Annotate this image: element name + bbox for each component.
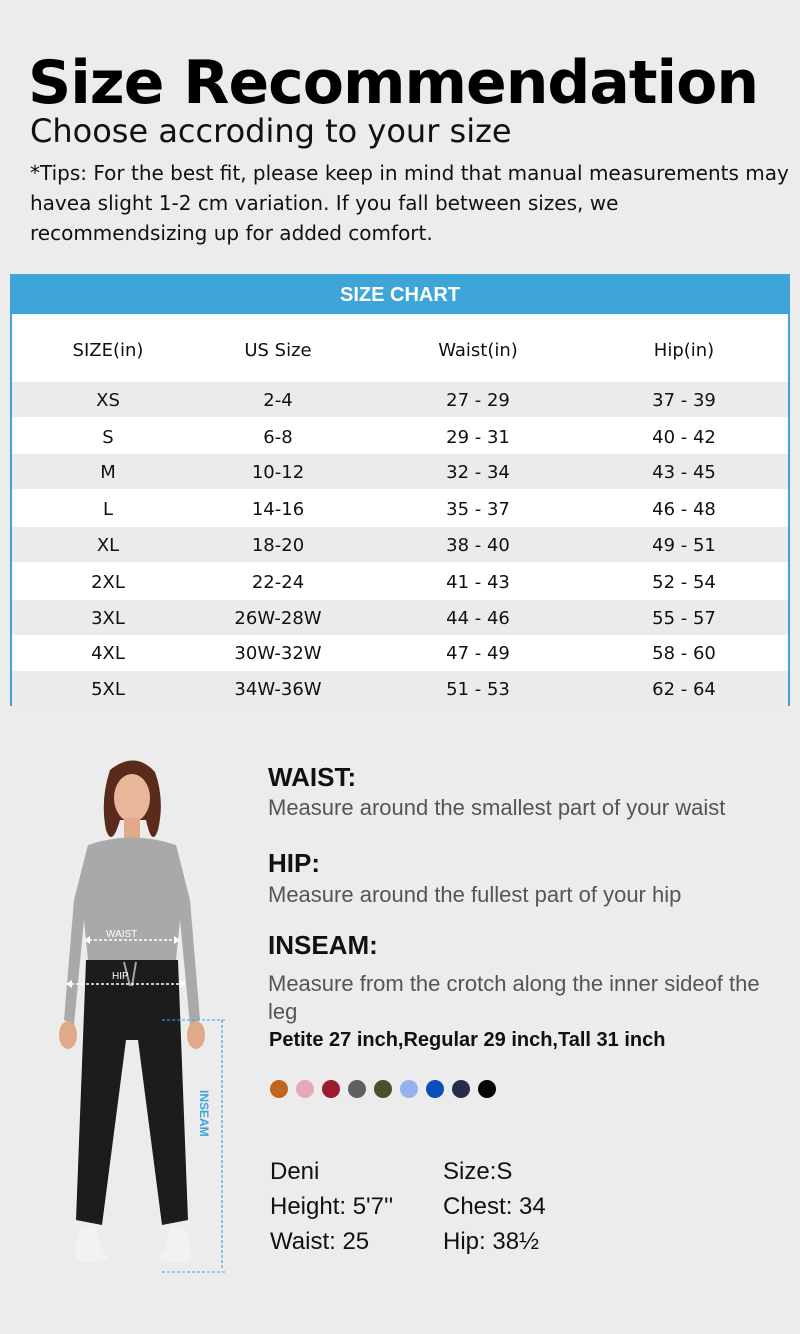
model-name: Deni — [270, 1158, 320, 1185]
table-row — [12, 419, 788, 454]
cell-waist: 38 - 40 — [446, 535, 510, 556]
waist-heading: WAIST: — [268, 762, 357, 792]
cell-hip: 46 - 48 — [652, 499, 716, 520]
page-title: Size Recommendation — [28, 48, 759, 118]
cell-size: 3XL — [91, 608, 125, 629]
color-swatch[interactable] — [348, 1080, 366, 1098]
cell-hip: 43 - 45 — [652, 462, 716, 483]
table-row — [12, 527, 788, 562]
cell-waist: 35 - 37 — [446, 499, 510, 520]
color-swatch[interactable] — [374, 1080, 392, 1098]
inseam-description: Measure from the crotch along the inner sideof the leg — [268, 971, 760, 1024]
cell-waist: 41 - 43 — [446, 572, 510, 593]
hip-description: Measure around the fullest part of your hip — [268, 882, 682, 907]
cell-waist: 47 - 49 — [446, 643, 510, 664]
table-row — [12, 564, 788, 599]
color-swatch[interactable] — [426, 1080, 444, 1098]
model-illustration — [40, 750, 230, 1280]
cell-hip: 49 - 51 — [652, 535, 716, 556]
table-row — [12, 635, 788, 670]
cell-waist: 29 - 31 — [446, 427, 510, 448]
size-chart-header-row — [12, 320, 788, 383]
table-row — [12, 454, 788, 489]
color-swatch[interactable] — [400, 1080, 418, 1098]
hip-measure-label: HIP — [112, 971, 129, 982]
color-swatch[interactable] — [270, 1080, 288, 1098]
inseam-heading: INSEAM: — [268, 930, 378, 960]
cell-hip: 58 - 60 — [652, 643, 716, 664]
column-header-waist: Waist(in) — [438, 340, 518, 361]
color-swatch[interactable] — [452, 1080, 470, 1098]
cell-hip: 40 - 42 — [652, 427, 716, 448]
column-header-hip: Hip(in) — [653, 340, 715, 361]
cell-us-size: 10-12 — [251, 462, 305, 483]
model-hip: Hip: 38½ — [443, 1228, 540, 1255]
cell-size: M — [100, 462, 116, 483]
column-header-us-size: US Size — [244, 340, 312, 361]
model-height: Height: 5'7'' — [270, 1193, 394, 1220]
cell-size: L — [102, 499, 114, 520]
cell-us-size: 34W-36W — [234, 679, 322, 700]
cell-us-size: 18-20 — [251, 535, 305, 556]
cell-size: 5XL — [91, 679, 125, 700]
model-figure — [40, 750, 230, 1280]
cell-us-size: 2-4 — [263, 390, 293, 411]
inseam-measure-label: INSEAM — [197, 1090, 211, 1137]
cell-hip: 55 - 57 — [652, 608, 716, 629]
size-chart-title: SIZE CHART — [12, 276, 788, 314]
cell-size: 2XL — [91, 572, 125, 593]
waist-description: Measure around the smallest part of your waist — [268, 795, 726, 820]
table-row — [12, 671, 788, 706]
cell-us-size: 26W-28W — [234, 608, 322, 629]
cell-us-size: 14-16 — [251, 499, 305, 520]
cell-waist: 27 - 29 — [446, 390, 510, 411]
color-swatch[interactable] — [296, 1080, 314, 1098]
tips-text: *Tips: For the best fit, please keep in mind that manual measurements may havea slight 1-2 cm variation. If you fall between sizes, we recommendsizing up for added comfort. — [30, 161, 789, 245]
cell-us-size: 6-8 — [263, 427, 293, 448]
table-row — [12, 600, 788, 635]
model-size: Size:S — [443, 1158, 513, 1185]
model-chest: Chest: 34 — [443, 1193, 546, 1220]
cell-waist: 32 - 34 — [446, 462, 510, 483]
cell-waist: 44 - 46 — [446, 608, 510, 629]
cell-us-size: 22-24 — [251, 572, 305, 593]
cell-waist: 51 - 53 — [446, 679, 510, 700]
table-row — [12, 491, 788, 526]
size-chart — [10, 274, 790, 706]
page-subtitle: Choose accroding to your size — [30, 112, 512, 150]
color-swatch[interactable] — [478, 1080, 496, 1098]
inseam-lengths: Petite 27 inch,Regular 29 inch,Tall 31 inch — [269, 1029, 666, 1051]
cell-hip: 37 - 39 — [652, 390, 716, 411]
cell-hip: 52 - 54 — [652, 572, 716, 593]
cell-size: XS — [96, 390, 120, 411]
cell-hip: 62 - 64 — [652, 679, 716, 700]
cell-size: 4XL — [91, 643, 125, 664]
cell-us-size: 30W-32W — [234, 643, 322, 664]
table-row — [12, 382, 788, 417]
color-swatch[interactable] — [322, 1080, 340, 1098]
cell-size: S — [102, 427, 114, 448]
cell-size: XL — [96, 535, 120, 556]
hip-heading: HIP: — [268, 848, 320, 878]
model-waist: Waist: 25 — [270, 1228, 370, 1255]
waist-measure-label: WAIST — [106, 929, 138, 940]
column-header-size: SIZE(in) — [72, 340, 144, 361]
